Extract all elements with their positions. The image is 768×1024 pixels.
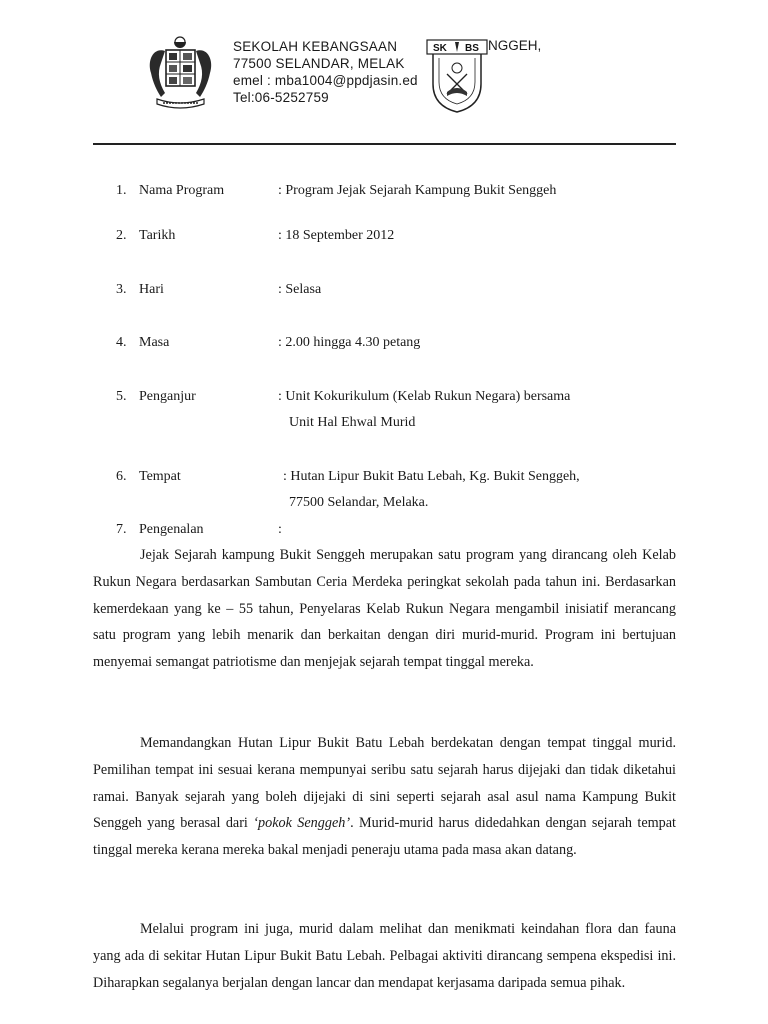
field-value: : Hutan Lipur Bukit Batu Lebah, Kg. Bukit Senggeh, <box>283 469 580 484</box>
school-name-continuation: NGGEH, <box>488 38 542 53</box>
header-divider <box>93 143 676 145</box>
field-number: 4. <box>116 335 127 350</box>
field-label: Penganjur <box>139 389 196 404</box>
field-label: Masa <box>139 335 170 350</box>
emphasized-text: ‘pokok Senggeh’ <box>253 815 351 832</box>
intro-paragraph-2 <box>93 730 676 864</box>
field-label: Tarikh <box>139 228 176 243</box>
field-value: : 2.00 hingga 4.30 petang <box>278 335 421 350</box>
field-label: Tempat <box>139 469 181 484</box>
government-crest-logo <box>143 33 218 113</box>
field-label: Nama Program <box>139 183 225 198</box>
svg-text:BS: BS <box>465 43 479 54</box>
field-value: : Selasa <box>278 282 322 297</box>
paragraph-text: . Murid-murid harus didedahkan dengan sejarah tempat tinggal mereka kerana mereka bakal menjadi peneraju utama pada masa akan datang. <box>93 815 676 859</box>
field-value: : <box>278 522 282 537</box>
school-name: SEKOLAH KEBANGSAAN <box>233 39 398 54</box>
field-number: 7. <box>116 522 127 537</box>
letterhead <box>233 38 418 106</box>
intro-paragraph-3 <box>93 916 676 996</box>
school-address: 77500 SELANDAR, MELAK <box>233 56 405 71</box>
field-number: 6. <box>116 469 127 484</box>
field-value: : Unit Kokurikulum (Kelab Rukun Negara) bersama <box>278 389 571 404</box>
intro-paragraph-1 <box>93 542 676 676</box>
field-label: Pengenalan <box>139 522 204 537</box>
field-value-continuation: Unit Hal Ehwal Murid <box>289 415 416 430</box>
svg-text:SK: SK <box>433 43 447 54</box>
paragraph-text: Memandangkan Hutan Lipur Bukit Batu Lebah berdekatan dengan tempat tinggal murid. Pemilihan tempat ini sesuai kerana mempunyai seribu satu sejarah harus dijejaki dan tidak diketahui ramai. Banyak sejarah yang boleh dijejaki di sini seperti sejarah asal asul nama Kampung Bukit Senggeh yang berasal dari <box>93 735 676 832</box>
field-value: : 18 September 2012 <box>278 228 395 243</box>
school-phone: Tel:06-5252759 <box>233 90 329 105</box>
field-label: Hari <box>139 282 164 297</box>
school-email: emel : mba1004@ppdjasin.ed <box>233 73 418 88</box>
school-logo <box>425 36 490 116</box>
field-value: : Program Jejak Sejarah Kampung Bukit Senggeh <box>278 183 557 198</box>
field-value-continuation: 77500 Selandar, Melaka. <box>289 495 429 510</box>
field-number: 5. <box>116 389 127 404</box>
field-number: 2. <box>116 228 127 243</box>
field-number: 3. <box>116 282 127 297</box>
field-number: 1. <box>116 183 127 198</box>
paragraph-text: Jejak Sejarah kampung Bukit Senggeh merupakan satu program yang dirancang oleh Kelab Rukun Negara berdasarkan Sambutan Ceria Merdeka peringkat sekolah pada tahun ini. Berdasarkan kemerdekaan yang ke – 55 tahun, Penyelaras Kelab Rukun Negara mengambil inisiatif merancang satu program yang lebih menarik dan berkaitan dengan diri murid-murid. Program ini bertujuan menyemai semangat patriotisme dan menjejak sejarah tempat tinggal mereka. <box>93 547 676 671</box>
paragraph-text: Melalui program ini juga, murid dalam melihat dan menikmati keindahan flora dan fauna yang ada di sekitar Hutan Lipur Bukit Batu Lebah. Pelbagai aktiviti dirancang sempena ekspedisi ini. Diharapkan segalanya berjalan dengan lancar dan mendapat kerjasama daripada semua pihak. <box>93 921 676 991</box>
